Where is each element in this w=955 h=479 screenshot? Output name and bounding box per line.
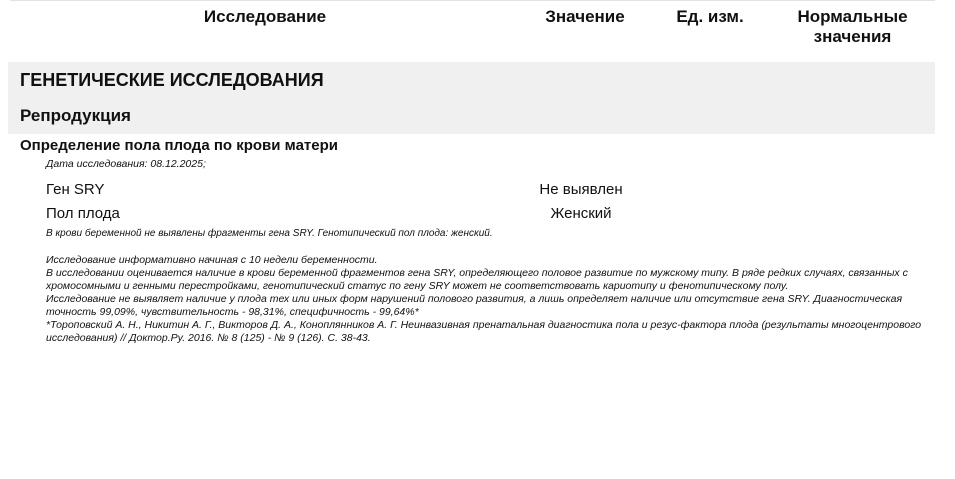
subsection-title: Репродукция	[20, 106, 131, 125]
top-divider	[10, 0, 935, 1]
result-value-fetal-sex: Женский	[550, 205, 612, 222]
note-informative-from: Исследование информативно начиная с 10 недели беременности.	[46, 254, 378, 266]
result-value-sry: Не выявлен	[539, 181, 623, 198]
column-header-unit: Ед. изм.	[676, 7, 744, 26]
section-band	[8, 62, 935, 134]
note-method-description: В исследовании оценивается наличие в крови беременной фрагментов гена SRY, определяющего половое развитие по мужскому типу. В ряде редких случаях, связанных с хромосомными и генными перестройками, генотипический статус по гену SRY может не соответствовать кариотипу и фенотипическому полу.	[46, 267, 908, 292]
note-reference: *Тороповский А. Н., Никитин А. Г., Викторов Д. А., Коноплянников А. Г. Неинвазивная пренатальная диагностика пола и резус-фактора плода (результаты многоцентрового исследования) // Доктор.Ру. 2016. № 8 (125) - № 9 (126). С. 38-43.	[46, 319, 922, 344]
column-header-study: Исследование	[203, 7, 327, 26]
result-comment: В крови беременной не выявлены фрагменты гена SRY. Генотипический пол плода: женский.	[46, 228, 493, 239]
test-date: Дата исследования: 08.12.2025;	[46, 158, 206, 170]
note-limitations-accuracy: Исследование не выявляет наличие у плода тех или иных форм нарушений полового развития, а лишь определяет наличие или отсутствие гена SRY. Диагностическая точность 99,09%, чувствительность - 98,31%, специфичность - 99,64%*	[46, 293, 903, 318]
column-header-value: Значение	[545, 7, 625, 26]
notes-block	[46, 254, 936, 345]
result-label-sry: Ген SRY	[46, 181, 105, 198]
test-name: Определение пола плода по крови матери	[20, 137, 338, 154]
result-label-fetal-sex: Пол плода	[46, 205, 120, 222]
column-header-normal-values: Нормальные значения	[797, 7, 908, 46]
section-title: ГЕНЕТИЧЕСКИЕ ИССЛЕДОВАНИЯ	[20, 70, 324, 90]
